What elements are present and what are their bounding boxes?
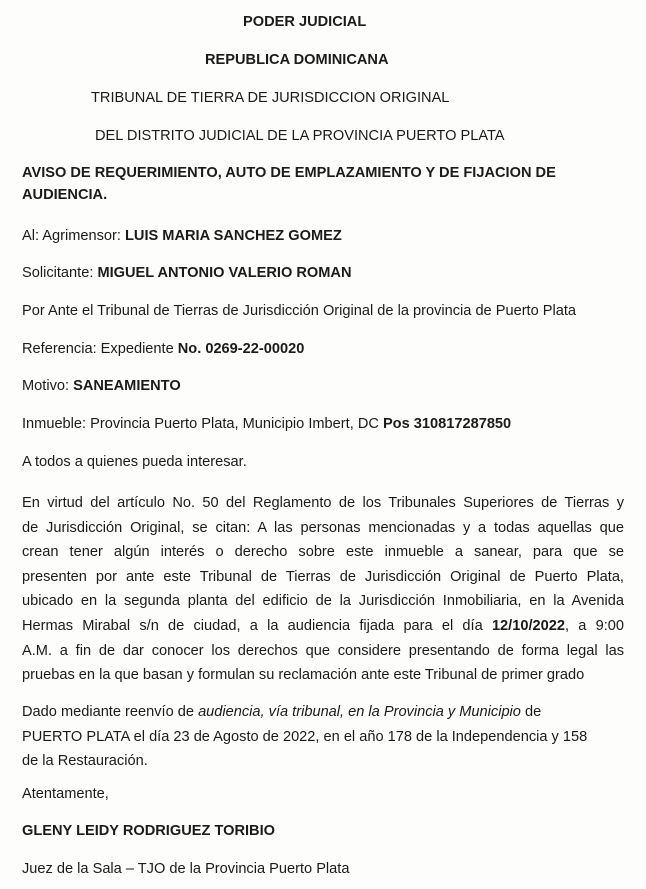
header-tribunal: TRIBUNAL DE TIERRA DE JURISDICCION ORIGINAL — [91, 90, 450, 106]
dated-suffix: de — [520, 704, 542, 720]
referencia-label: Referencia: Expediente — [22, 341, 178, 357]
inmueble-field — [22, 416, 511, 432]
main-paragraph — [22, 491, 624, 688]
paragraph-date-prefix: Hermas Mirabal s/n de ciudad, a la audiencia fijada para el día — [22, 617, 492, 634]
paragraph-line: de Jurisdicción Original, se citan: A las personas mencionadas y a todas aquellas que — [22, 519, 624, 536]
dated-line-2: PUERTO PLATA el día 23 de Agosto de 2022, en el año 178 de la Independencia y 158 — [22, 728, 588, 745]
notice-title-line2: AUDIENCIA. — [22, 187, 108, 203]
paragraph-line: En virtud del artículo No. 50 del Reglamento de los Tribunales Superiores de Tierras y — [22, 495, 624, 511]
dated-prefix: Dado mediante reenvío de — [22, 704, 199, 720]
dated-line-1 — [22, 700, 624, 725]
agrimensor-field — [22, 228, 342, 244]
paragraph-line: A.M. a fin de dar conocer los derechos que considere presentando de forma legal las — [22, 642, 624, 659]
referencia-field — [22, 341, 304, 357]
inmueble-label: Inmueble: Provincia Puerto Plata, Municipio Imbert, DC — [22, 416, 383, 432]
dated-italic: audiencia, vía tribunal, en la Provincia y Municipio — [198, 704, 521, 720]
dated-paragraph — [22, 700, 624, 774]
header-poder-judicial: PODER JUDICIAL — [243, 14, 367, 30]
tribunal-statement: Por Ante el Tribunal de Tierras de Jurisdicción Original de la provincia de Puerto Plata — [22, 303, 577, 319]
paragraph-line-date — [22, 614, 624, 639]
solicitante-field — [22, 265, 352, 281]
hearing-time: , a 9:00 — [564, 617, 624, 634]
agrimensor-value: LUIS MARIA SANCHEZ GOMEZ — [125, 228, 342, 244]
salutation: Atentamente, — [22, 786, 109, 802]
inmueble-value: Pos 310817287850 — [382, 416, 512, 432]
paragraph-line: pruebas en la que basan y formulan su reclamación ante este Tribunal de primer grado — [22, 667, 585, 684]
greeting: A todos a quienes pueda interesar. — [22, 454, 247, 470]
paragraph-line: crean tener algún interés o derecho sobre este inmueble a sanear, para que se — [22, 544, 624, 561]
referencia-value: No. 0269-22-00020 — [177, 341, 305, 357]
agrimensor-label: Al: Agrimensor: — [22, 228, 126, 244]
header-republica: REPUBLICA DOMINICANA — [205, 52, 389, 68]
motivo-label: Motivo: — [22, 378, 74, 394]
notice-title-line1: AVISO DE REQUERIMIENTO, AUTO DE EMPLAZAMIENTO Y DE FIJACION DE — [22, 165, 556, 181]
solicitante-label: Solicitante: — [22, 265, 98, 281]
signer-name: GLENY LEIDY RODRIGUEZ TORIBIO — [22, 823, 275, 839]
dated-line-3: de la Restauración. — [22, 753, 148, 770]
header-distrito: DEL DISTRITO JUDICIAL DE LA PROVINCIA PUERTO PLATA — [95, 128, 505, 144]
solicitante-value: MIGUEL ANTONIO VALERIO ROMAN — [97, 265, 352, 281]
motivo-field — [22, 378, 181, 394]
motivo-value: SANEAMIENTO — [73, 378, 181, 394]
hearing-date: 12/10/2022 — [491, 617, 565, 634]
paragraph-line: presenten por ante este Tribunal de Tierras de Jurisdicción Original de Puerto Plata, — [22, 568, 624, 585]
signer-role: Juez de la Sala – TJO de la Provincia Puerto Plata — [22, 861, 350, 877]
paragraph-line: ubicado en la segunda planta del edificio de la Jurisdicción Inmobiliaria, en la Avenida — [22, 593, 624, 610]
